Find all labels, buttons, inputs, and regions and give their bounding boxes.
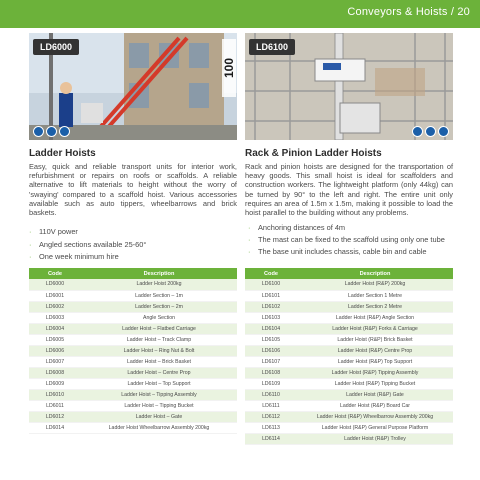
table-row: LD6114 Ladder Hoist (R&P) Trolley [245,433,453,444]
table-row: LD6005 Ladder Hoist – Track Clamp [29,334,237,345]
table-row: LD6000 Ladder Hoist 200kg [29,279,237,290]
list-item: · The base unit includes chassis, cable bin and cable [248,247,427,256]
table-row: LD6110 Ladder Hoist (R&P) Gate [245,389,453,400]
rack-pinion-features [248,223,445,259]
rack-pinion-table [245,268,453,445]
table-row: LD6014 Ladder Hoist Wheelbarrow Assembly 200kg [29,422,237,433]
table-row: LD6004 Ladder Hoist – Flatbed Carriage [29,323,237,334]
table-row: LD6010 Ladder Hoist – Tipping Assembly [29,389,237,400]
table-row: LD6106 Ladder Hoist (R&P) Centre Prop [245,345,453,356]
table-row: LD6012 Ladder Hoist – Gate [29,411,237,422]
table-row: LD6100 Ladder Hoist (R&P) 200kg [245,279,453,290]
table-row: LD6002 Ladder Section – 2m [29,301,237,312]
rack-pinion-description: Rack and pinion hoists are designed for the transportation of heavy goods. This small hoist is ideal for scaffolders and construction workers. The lightweight platform (only 44kg) can be turned by 90° to the left and right. The entire unit only requires an area of 1.5m x 1.5m, making it possible to load the hoist parallel to the building without any problems. [245,162,453,218]
table-row: LD6112 Ladder Hoist (R&P) Wheelbarrow Assembly 200kg [245,411,453,422]
table-row: LD6101 Ladder Section 1 Metre [245,290,453,301]
table-row: LD6006 Ladder Hoist – Ring Nut & Bolt [29,345,237,356]
gloves-icon [425,126,436,137]
product-tag: LD6100 [249,39,295,55]
table-row: LD6007 Ladder Hoist – Brick Basket [29,356,237,367]
table-row: LD6003 Angle Section [29,312,237,323]
table-row: LD6011 Ladder Hoist – Tipping Bucket [29,400,237,411]
table-row: LD6111 Ladder Hoist (R&P) Board Car [245,400,453,411]
boots-icon [59,126,70,137]
table-row: LD6113 Ladder Hoist (R&P) General Purpose Platform [245,422,453,433]
safety-icons [33,126,70,137]
gloves-icon [46,126,57,137]
table-row: LD6107 Ladder Hoist (R&P) Top Support [245,356,453,367]
list-item: · 110V power [29,227,78,236]
column-header-code: Code [245,268,297,279]
product-tag: LD6000 [33,39,79,55]
list-item: · Anchoring distances of 4m [248,223,346,232]
ladder-hoists-description: Easy, quick and reliable transport units for interior work, refurbishment or repairs on roofs or scaffolds. A reliable alternative to lift materials to height without the worry of 'swaying' compared to a scaffold hoist. Various accessories available such as auto tippers, wheelbarrows and brick baskets. [29,162,237,218]
page-title: Conveyors & Hoists / 20 [347,6,470,18]
boots-icon [438,126,449,137]
column-header-description: Description [297,268,453,279]
table-row: LD6102 Ladder Section 2 Metre [245,301,453,312]
section-heading-rack-pinion: Rack & Pinion Ladder Hoists [245,148,382,159]
column-header-description: Description [81,268,237,279]
table-row: LD6105 Ladder Hoist (R&P) Brick Basket [245,334,453,345]
safety-icons [412,126,449,137]
table-row: LD6001 Ladder Section – 1m [29,290,237,301]
hard-hat-icon [33,126,44,137]
list-item: · One week minimum hire [29,252,119,261]
list-item: · Angled sections available 25-60° [29,239,147,249]
table-row: LD6103 Ladder Hoist (R&P) Angle Section [245,312,453,323]
ladder-hoist-table [29,268,237,434]
ladder-hoists-features [29,227,146,265]
section-heading-ladder-hoists: Ladder Hoists [29,148,96,159]
column-header-code: Code [29,268,81,279]
header-bar [0,0,480,28]
ladder-hoist-photo [29,33,237,140]
rack-pinion-hoist-photo [245,33,453,140]
table-row: LD6104 Ladder Hoist (R&P) Forks & Carriage [245,323,453,334]
table-row: LD6008 Ladder Hoist – Centre Prop [29,367,237,378]
capacity-badge: 100 [222,39,236,97]
table-row: LD6109 Ladder Hoist (R&P) Tipping Bucket [245,378,453,389]
list-item: · The mast can be fixed to the scaffold using only one tube [248,235,445,244]
table-row: LD6009 Ladder Hoist – Top Support [29,378,237,389]
hard-hat-icon [412,126,423,137]
table-row: LD6108 Ladder Hoist (R&P) Tipping Assembly [245,367,453,378]
